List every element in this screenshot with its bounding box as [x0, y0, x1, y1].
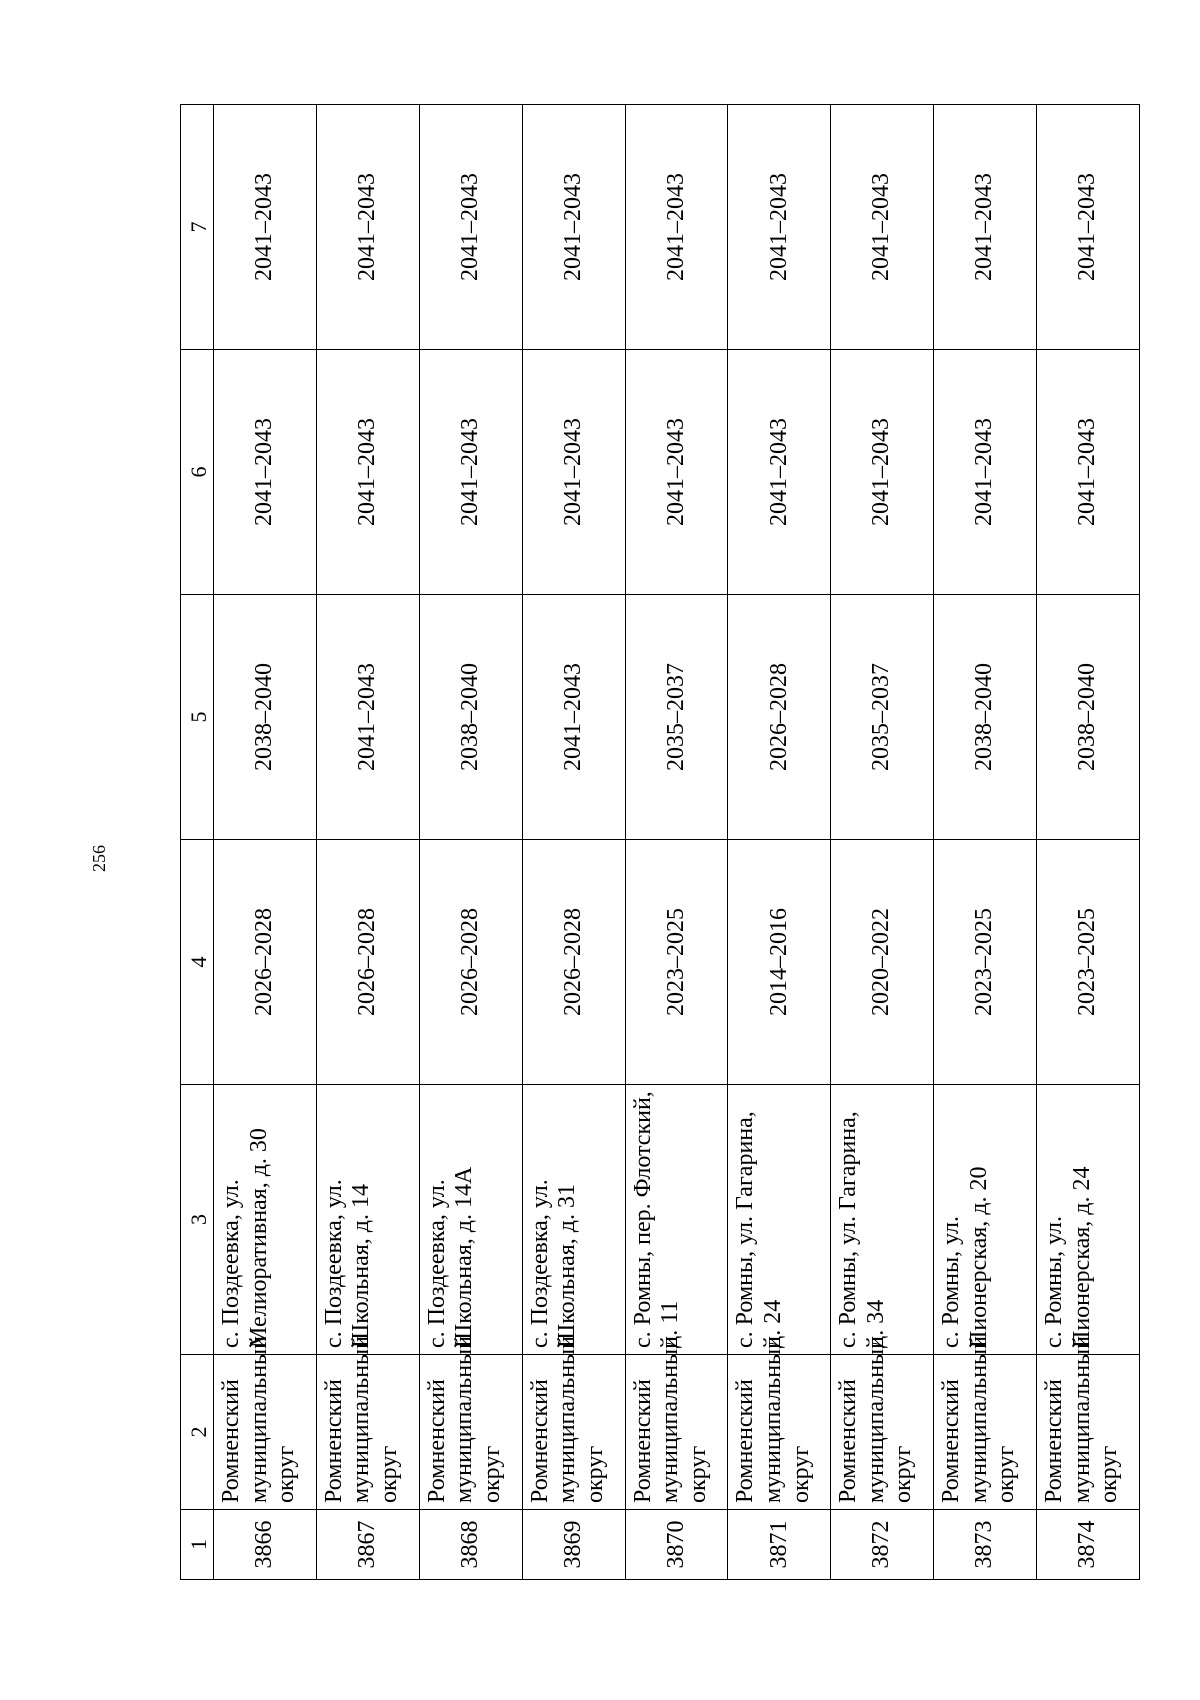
table-body: [214, 105, 1140, 1580]
period-cell: 2038–2040: [214, 595, 317, 840]
column-header: 2: [181, 1355, 214, 1510]
address-cell: с. Ромны, пер. Флотский, д. 11: [625, 1085, 728, 1355]
period-cell: 2035–2037: [831, 595, 934, 840]
period-cell: 2041–2043: [1037, 105, 1140, 350]
period-cell: 2026–2028: [728, 595, 831, 840]
row-number: 3872: [831, 1510, 934, 1580]
address-cell: с. Ромны, ул. Гагарина, д. 24: [728, 1085, 831, 1355]
region-cell: Ромненский муниципальный округ: [625, 1355, 728, 1510]
period-cell: 2038–2040: [1037, 595, 1140, 840]
row-number: 3873: [934, 1510, 1037, 1580]
region-cell: Ромненский муниципальный округ: [522, 1355, 625, 1510]
column-header: 1: [181, 1510, 214, 1580]
column-header: 3: [181, 1085, 214, 1355]
period-cell: 2038–2040: [934, 595, 1037, 840]
column-header: 7: [181, 105, 214, 350]
period-cell: 2041–2043: [728, 350, 831, 595]
period-cell: 2038–2040: [419, 595, 522, 840]
period-cell: 2023–2025: [934, 840, 1037, 1085]
table-row: [1037, 105, 1140, 1580]
period-cell: 2041–2043: [831, 105, 934, 350]
table-row: [934, 105, 1037, 1580]
table-row: [522, 105, 625, 1580]
table-row: [625, 105, 728, 1580]
column-header: 5: [181, 595, 214, 840]
region-cell: Ромненский муниципальный округ: [214, 1355, 317, 1510]
region-cell: Ромненский муниципальный округ: [934, 1355, 1037, 1510]
page-number: 256: [89, 845, 109, 872]
address-cell: с. Поздеевка, ул. Мелиоративная, д. 30: [214, 1085, 317, 1355]
region-cell: Ромненский муниципальный округ: [316, 1355, 419, 1510]
period-cell: 2041–2043: [419, 350, 522, 595]
period-cell: 2041–2043: [214, 350, 317, 595]
row-number: 3866: [214, 1510, 317, 1580]
period-cell: 2041–2043: [214, 105, 317, 350]
region-cell: Ромненский муниципальный округ: [1037, 1355, 1140, 1510]
region-cell: Ромненский муниципальный округ: [728, 1355, 831, 1510]
period-cell: 2041–2043: [522, 595, 625, 840]
period-cell: 2023–2025: [1037, 840, 1140, 1085]
period-cell: 2026–2028: [214, 840, 317, 1085]
column-header: 4: [181, 840, 214, 1085]
table-row: [316, 105, 419, 1580]
header-row: [181, 105, 214, 1580]
table-row: [728, 105, 831, 1580]
table-row: [831, 105, 934, 1580]
period-cell: 2041–2043: [934, 105, 1037, 350]
period-cell: 2026–2028: [522, 840, 625, 1085]
period-cell: 2041–2043: [625, 105, 728, 350]
table-row: [419, 105, 522, 1580]
period-cell: 2041–2043: [522, 105, 625, 350]
address-cell: с. Ромны, ул. Пионерская, д. 24: [1037, 1085, 1140, 1355]
address-cell: с. Поздеевка, ул. Школьная, д. 31: [522, 1085, 625, 1355]
row-number: 3874: [1037, 1510, 1140, 1580]
period-cell: 2023–2025: [625, 840, 728, 1085]
address-cell: с. Поздеевка, ул. Школьная, д. 14А: [419, 1085, 522, 1355]
period-cell: 2026–2028: [316, 840, 419, 1085]
region-cell: Ромненский муниципальный округ: [419, 1355, 522, 1510]
period-cell: 2041–2043: [728, 105, 831, 350]
table-row: [214, 105, 317, 1580]
period-cell: 2041–2043: [1037, 350, 1140, 595]
address-cell: с. Ромны, ул. Гагарина, д. 34: [831, 1085, 934, 1355]
period-cell: 2026–2028: [419, 840, 522, 1085]
row-number: 3870: [625, 1510, 728, 1580]
period-cell: 2014–2016: [728, 840, 831, 1085]
period-cell: 2041–2043: [316, 595, 419, 840]
period-cell: 2020–2022: [831, 840, 934, 1085]
address-cell: с. Поздеевка, ул. Школьная, д. 14: [316, 1085, 419, 1355]
period-cell: 2041–2043: [934, 350, 1037, 595]
table-container: [180, 105, 1200, 1569]
period-cell: 2041–2043: [831, 350, 934, 595]
period-cell: 2041–2043: [522, 350, 625, 595]
period-cell: 2041–2043: [316, 105, 419, 350]
row-number: 3868: [419, 1510, 522, 1580]
period-cell: 2035–2037: [625, 595, 728, 840]
schedule-table: [180, 104, 1140, 1580]
column-header: 6: [181, 350, 214, 595]
period-cell: 2041–2043: [419, 105, 522, 350]
row-number: 3869: [522, 1510, 625, 1580]
row-number: 3867: [316, 1510, 419, 1580]
period-cell: 2041–2043: [625, 350, 728, 595]
period-cell: 2041–2043: [316, 350, 419, 595]
row-number: 3871: [728, 1510, 831, 1580]
region-cell: Ромненский муниципальный округ: [831, 1355, 934, 1510]
address-cell: с. Ромны, ул. Пионерская, д. 20: [934, 1085, 1037, 1355]
